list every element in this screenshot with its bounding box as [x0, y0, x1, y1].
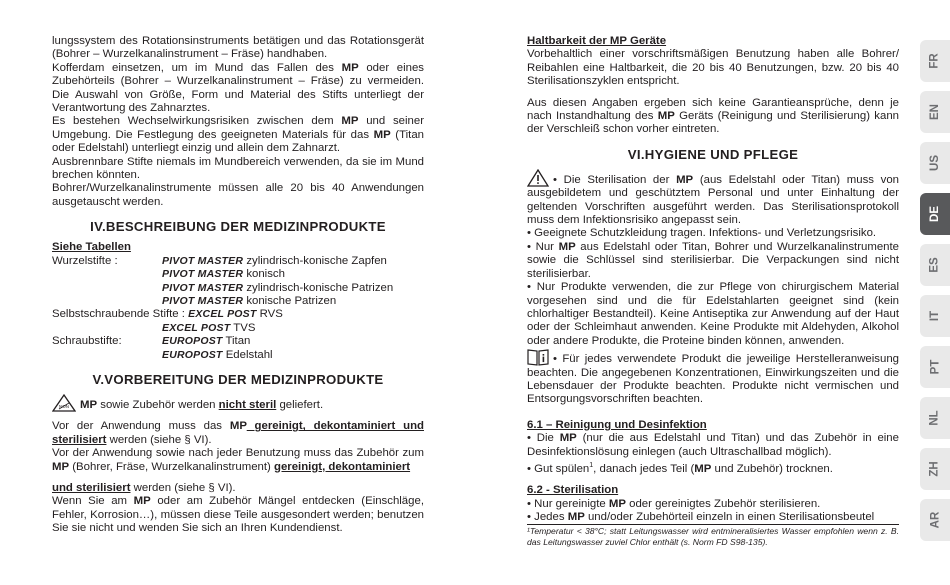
text: (nur die aus Edelstahl und Titan) und das Zubehör in eine Desinfektionslösung einlegen (auch Ultraschallbad möglich). [527, 432, 899, 458]
tab-label: IT [928, 310, 941, 321]
tab-label: PT [928, 359, 941, 374]
tab-label: US [928, 154, 941, 171]
text: Es bestehen Wechselwirkungsrisiken zwischen dem [52, 115, 342, 128]
durability-text-2 [527, 97, 899, 137]
table-row-value [162, 349, 424, 362]
table-row-value [162, 335, 424, 348]
text-strong: gereinigt, dekontaminiert [274, 460, 411, 473]
tab-label: EN [928, 103, 941, 120]
product-description: konisch [243, 268, 285, 281]
sterilisation-bullet [527, 498, 899, 511]
text: • Gut spülen [527, 462, 590, 475]
section-title-6: VI.HYGIENE UND PFLEGE [627, 146, 799, 162]
nonsterile-notice [52, 394, 424, 412]
product-description: Edelstahl [222, 348, 273, 361]
footnote: ¹Temperatur < 38°C; statt Leitungswasser wird entmineralisiertes Wasser empfohlen wenn z. B. das Leitungswasser zuviel Chlor enthält (s. Norm FD S98-135). [527, 526, 899, 547]
table-row-label: Schraubstifte: [52, 335, 122, 348]
text: oder eines Zubehörteils (Bohrer – Wurzelkanalinstrument – Fräse) zu vermeiden. Die Auswahl von Größe, Form und Material des Stifts unterliegt der Verantwortung des Zahnarztes. [52, 61, 425, 115]
text: • Nur [527, 240, 559, 253]
text: Vor der Anwendung sowie nach jeder Benutzung muss das Zubehör zum [52, 447, 424, 460]
table-row-value [162, 268, 424, 281]
tab-language-ar[interactable] [920, 499, 950, 541]
mp-text: MP [229, 420, 247, 433]
tab-language-fr[interactable] [920, 40, 950, 82]
tab-language-de[interactable] [920, 193, 950, 235]
text: • Für jedes verwendete Produkt die jeweilige Herstelleranweisung beachten. Die angegebenen Konzentrationen, Einwirkungszeiten und die Lebensdauer der Produkte beachten. Produkte nicht vermischen und Entsorgungsvorschriften beachten. [527, 353, 899, 406]
subtitle-tables: Siehe Tabellen [52, 241, 131, 254]
text: oder am Zubehör Mängel entdecken (Einschläge, Fehler, Korrosion…), müssen diese Teile ausgesondert werden; benutzen Sie sie nicht und wenden Sie sich an Ihren Kundendienst. [52, 495, 424, 535]
mp-text: MP [341, 61, 359, 74]
hygiene-bullet: • Geeignete Schutzkleidung tragen. Infektions- und Verletzungsrisiko. [527, 227, 877, 240]
mp-text: MP [567, 510, 585, 523]
text-strong: gereinigt, dekontaminiert und sterilisiert [52, 420, 424, 446]
cleaning-bullet [527, 432, 899, 459]
table-row-label [52, 295, 162, 308]
durability-text: Vorbehaltlich einer vorschriftsmäßigen Benutzung haben alle Bohrer/ Reibahlen eine Haltbarkeit, die 20 bis 40 Benutzungen, bzw. 20 bis 40 Sterilisationszyklen entspricht. [527, 48, 899, 88]
tab-language-zh[interactable] [920, 448, 950, 490]
sterilisation-bullet [527, 511, 899, 524]
text: , danach jedes Teil ( [593, 462, 695, 475]
mp-text: MP [694, 462, 712, 475]
text: (aus Edelstahl oder Titan) muss von ausgebildetem und geschütztem Personal und unter Einhaltung der geltenden Vorschriften ausgeführt werden. Das Sterilisationsprotokoll muss dem Infektionsrisiko angepasst sein. [527, 173, 899, 227]
text: sowie Zubehör werden [97, 398, 219, 411]
text: (Bohrer, Fräse, Wurzelkanalinstrument) [69, 460, 274, 473]
paragraph-after-use [52, 447, 424, 474]
mp-text: MP [657, 110, 675, 123]
text: Wenn Sie am [52, 495, 134, 508]
mp-text: MP [608, 497, 626, 510]
right-column [527, 35, 899, 548]
product-description: zylindrisch-konische Patrizen [243, 281, 394, 294]
text: (Titan oder Edelstahl) unterliegt einzig und allein dem Zahnarzt. [52, 128, 424, 155]
text: oder gereinigtes Zubehör sterilisieren. [625, 497, 821, 510]
text: werden (siehe § VI). [106, 433, 212, 446]
tab-language-it[interactable] [920, 295, 950, 337]
table-row-label [52, 349, 162, 362]
brand-name: PIVOT MASTER [162, 294, 244, 307]
section-title-5: V.VORBEREITUNG DER MEDIZINPRODUKTE [92, 371, 384, 387]
text: und seiner Umgebung. Die Festlegung des geeigneten Materials für das [52, 115, 425, 141]
product-description: Titan [222, 335, 251, 348]
intro-paragraph [52, 62, 424, 116]
section-title-4: IV.BESCHREIBUNG DER MEDIZINPRODUKTE [90, 219, 386, 235]
tab-label: ES [929, 256, 941, 273]
tab-label: ZH [929, 460, 941, 477]
text: Kofferdam einsetzen, um im Mund das Fallen des [52, 61, 342, 74]
brand-name: EXCEL POST [162, 321, 231, 334]
text: werden (siehe § VI). [130, 481, 236, 494]
table-row [52, 308, 424, 321]
table-row-value [162, 322, 424, 335]
table-row-value [162, 282, 424, 295]
table-row-value [162, 255, 424, 268]
text-strong: nicht steril [218, 398, 277, 411]
text: Vor der Anwendung muss das [52, 420, 230, 433]
mp-text: MP [676, 173, 694, 186]
hygiene-bullet [527, 241, 899, 281]
text: • Die Sterilisation der [553, 173, 677, 186]
tab-label: DE [928, 205, 941, 222]
mp-text: MP [373, 128, 391, 141]
table-row-value [162, 295, 424, 308]
tab-language-nl[interactable] [920, 397, 950, 439]
section-6-2-title: 6.2 - Sterilisation [527, 484, 619, 497]
table-row-label [52, 282, 162, 295]
mp-text: MP [341, 115, 359, 128]
text: • Jedes [527, 510, 568, 523]
tab-language-en[interactable] [920, 91, 950, 133]
tab-language-pt[interactable] [920, 346, 950, 388]
table-row-label: Wurzelstifte : [52, 254, 118, 267]
left-column [52, 35, 424, 536]
tab-language-us[interactable] [920, 142, 950, 184]
non-sterile-icon [52, 394, 76, 412]
text: aus Edelstahl oder Titan, Bohrer und Wurzelkanalinstrumente sowie die Schlüssel sind sterilisierbar. Die Verpackungen sind nicht sterilisierbar. [527, 240, 900, 280]
text: • Die [527, 432, 560, 445]
brand-name: PIVOT MASTER [162, 254, 244, 267]
cleaning-bullet [527, 459, 899, 476]
mp-text: MP [80, 398, 98, 411]
footnote-marker: 1 [589, 461, 594, 469]
hygiene-bullet [527, 169, 899, 228]
section-6-1-title: 6.1 – Reinigung und Desinfektion [527, 418, 707, 431]
intro-paragraph: lungssystem des Rotationsinstruments betätigen und das Rotationsgerät (Bohrer – Wurzelkanalinstrument – Fräse) handhaben. [52, 35, 424, 61]
paragraph-before-use [52, 420, 424, 447]
text: geliefert. [276, 398, 324, 411]
intro-paragraph: Bohrer/Wurzelkanalinstrumente müssen alle 20 bis 40 Anwendungen ausgetauscht werden. [52, 182, 424, 208]
text: und Zubehör) trocknen. [711, 462, 833, 475]
paragraph-sterilised [52, 482, 424, 495]
tab-label: AR [929, 511, 941, 528]
durability-title: Haltbarkeit der MP Geräte [527, 35, 667, 47]
mp-text: MP [559, 432, 577, 445]
intro-paragraph: Ausbrennbare Stifte niemals im Mundbereich verwenden, da sie im Mund brechen könnten. [52, 155, 424, 182]
text: Geräts (Reinigung und Sterilisierung) kann der Verschleiß schon vorher eintreten. [527, 110, 899, 136]
product-description: TVS [230, 321, 256, 334]
brand-name: PIVOT MASTER [162, 281, 244, 294]
post-table [52, 255, 424, 362]
tab-language-es[interactable] [920, 244, 950, 286]
mp-text: MP [133, 495, 151, 508]
consult-instructions-icon [527, 348, 549, 366]
table-row-label [52, 268, 162, 281]
mp-text: MP [558, 240, 576, 253]
brand-name: EXCEL POST [188, 308, 257, 321]
brand-name: EUROPOST [162, 348, 223, 361]
product-description: konische Patrizen [243, 294, 337, 307]
text-strong: und sterilisiert [52, 481, 131, 494]
table-row-label: Selbstschraubende Stifte : [52, 308, 189, 321]
intro-paragraph [52, 115, 424, 155]
brand-name: PIVOT MASTER [162, 268, 244, 281]
hygiene-bullet [527, 348, 899, 407]
product-description: zylindrisch-konische Zapfen [243, 254, 387, 267]
text: und/oder Zubehörteil einzeln in einen Sterilisationsbeutel [584, 510, 875, 523]
product-description: RVS [256, 308, 283, 321]
warning-icon [527, 169, 549, 187]
text: Aus diesen Angaben ergeben sich keine Garantieansprüche, denn je nach Instandhaltung des [527, 96, 899, 123]
mp-text: MP [52, 460, 70, 473]
tab-label: NL [929, 409, 941, 426]
hygiene-bullet: • Nur Produkte verwenden, die zur Pflege von chirurgischem Material vorgesehen sind und die für Edelstahlarten geeignet sind (kein chlorhaltiger Bestandteil). Keine Antiseptika zur Anwendung auf der Haut oder der Schleimhaut anwenden. Keine Produkte mit Aldehyden, Alkohol oder andere Produkte, die Proteine binden können, anwenden. [527, 281, 899, 347]
brand-name: EUROPOST [162, 335, 223, 348]
paragraph-defects [52, 495, 424, 535]
language-tabs [920, 35, 950, 545]
text: • Nur gereinigte [527, 497, 609, 510]
tab-label: FR [929, 52, 941, 69]
svg-text:NON: NON [59, 403, 69, 409]
table-row-label [52, 322, 162, 335]
